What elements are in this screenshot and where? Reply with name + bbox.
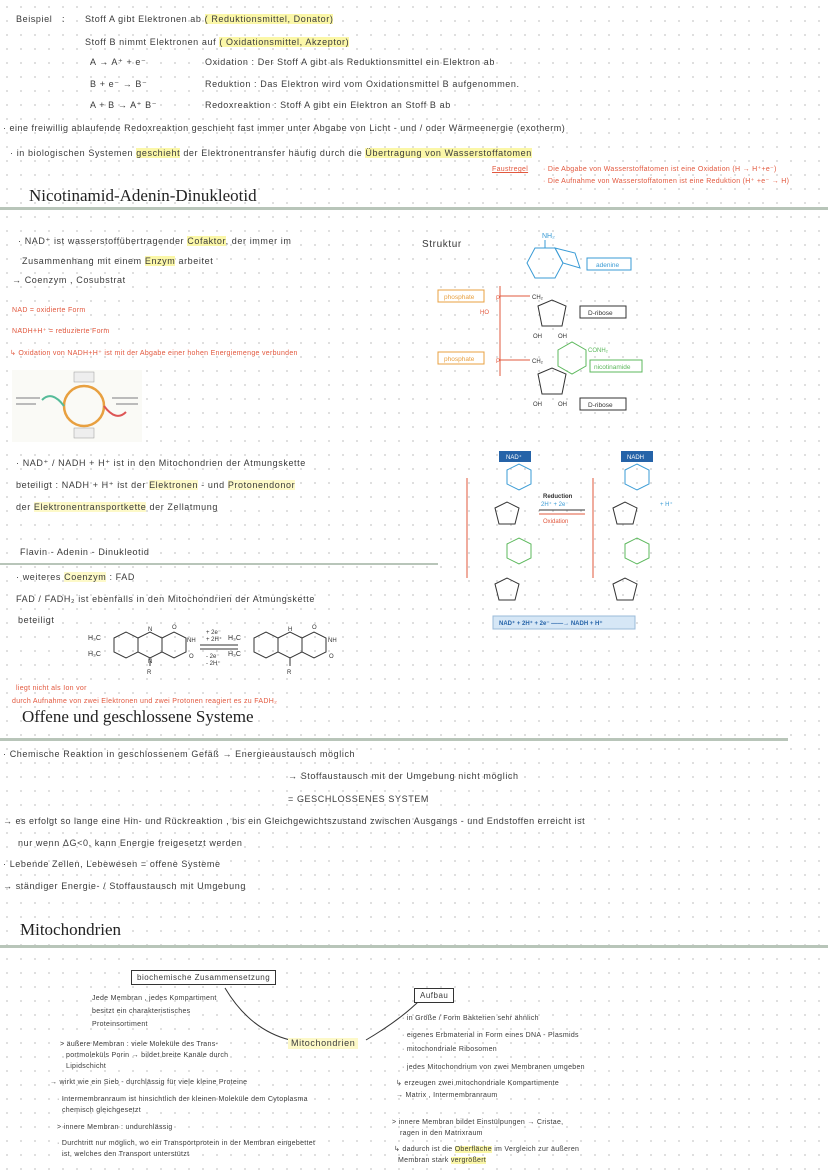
mito-left3: Lipidschicht xyxy=(66,1063,107,1070)
fad-reaction-diagram xyxy=(88,622,358,680)
nad-summary: NAD⁺ + 2H⁺ + 2e⁻ ——→ NADH + H⁺ xyxy=(499,621,603,627)
eq-redox: A + B → A⁺ B⁻ xyxy=(90,100,158,110)
intro-bullet2: · in biologischen Systemen geschieht der Elektronentransfer häufig durch die Übertragung von Wasserstoffatomen xyxy=(10,148,532,158)
mito-nad-line1: · NAD⁺ / NADH + H⁺ ist in den Mitochondrien der Atmungskette xyxy=(16,458,306,468)
nad-cycle-illustration xyxy=(12,370,142,442)
mito-left1: > äußere Membran : viele Moleküle des Trans- xyxy=(60,1041,219,1048)
mito-right1: · in Größe / Form Bakterien sehr ähnlich xyxy=(402,1015,539,1022)
fad-red2: durch Aufnahme von zwei Elektronen und zwei Protonen reagiert es zu FADH₂ xyxy=(12,698,278,705)
phosphate-box-2 xyxy=(438,352,484,364)
beispiel-label: Beispiel xyxy=(16,14,53,24)
oh-3: OH xyxy=(533,402,542,408)
fad-line1: · weiteres Coenzym : FAD xyxy=(16,572,135,582)
nadh-badge-label: NADH xyxy=(627,455,645,461)
nad-nadh-reaction-diagram xyxy=(455,448,695,633)
phosphate-box-1 xyxy=(438,290,484,302)
phosphate-label-2: phosphate xyxy=(444,356,475,363)
systeme-line4: → es erfolgt so lange eine Hin- und Rückreaktion , bis ein Gleichgewichtszustand zwischen Ausgangs - und Endstoffen erreicht ist xyxy=(3,816,586,826)
mito-right7: > innere Membran bildet Einstülpungen → Cristae, xyxy=(392,1119,564,1126)
fad-title: Flavin - Adenin - Dinukleotid xyxy=(20,547,150,557)
oh-2: OH xyxy=(558,334,567,340)
h3c-4: H₃C xyxy=(228,651,241,658)
struktur-label: Struktur xyxy=(422,239,462,250)
systeme-line3: = GESCHLOSSENES SYSTEM xyxy=(288,794,429,804)
intro-line1: Stoff A gibt Elektronen ab ( Reduktionsmittel, Donator) xyxy=(85,14,334,24)
phosphorus-2: P xyxy=(496,359,501,365)
intro-line2: Stoff B nimmt Elektronen auf ( Oxidationsmittel, Akzeptor) xyxy=(85,37,350,47)
dribose-label-2: D-ribose xyxy=(588,402,613,409)
phosphate-label-1: phosphate xyxy=(444,294,475,301)
systeme-line7: → ständiger Energie- / Stoffaustausch mit Umgebung xyxy=(3,881,246,891)
colon: : xyxy=(62,14,66,24)
phosphorus-1: P xyxy=(496,296,501,302)
h3c-2: H₃C xyxy=(88,651,101,658)
systeme-line6: · Lebende Zellen, Lebewesen = offene Systeme xyxy=(3,859,221,869)
conh2-label: CONH₂ xyxy=(588,348,608,354)
systeme-line1: · Chemische Reaktion in geschlossenem Gefäß → Energieaustausch möglich xyxy=(3,749,356,759)
divider xyxy=(0,207,828,210)
mito-left2: portmoleküls Porin → bildet breite Kanäle durch xyxy=(66,1052,229,1059)
rx-bot-1: - 2e⁻ xyxy=(206,654,220,660)
h3c-3: H₃C xyxy=(228,635,241,642)
oxidation-label: Oxidation xyxy=(543,519,569,525)
mitochondrien-center: Mitochondrien xyxy=(288,1038,358,1049)
box-biochemische-zusammensetzung: biochemische Zusammensetzung xyxy=(131,970,276,985)
nad-badge xyxy=(499,451,531,462)
box-aufbau: Aufbau xyxy=(414,988,454,1003)
mito-left8: · Durchtritt nur möglich, wo ein Transportprotein in der Membran eingebettet xyxy=(57,1140,316,1147)
eq-oxidation: A → A⁺ + e⁻ xyxy=(90,57,147,67)
rx-top-1: + 2e⁻ xyxy=(206,630,222,636)
nad-line2: Zusammenhang mit einem Enzym arbeitet xyxy=(22,256,214,266)
mito-nad-line3: der Elektronentransportkette der Zellatmung xyxy=(16,502,218,512)
faustregel-label: Faustregel xyxy=(492,166,529,173)
dribose-label-1: D-ribose xyxy=(588,310,613,317)
eq-reduction: B + e⁻ → B⁻ xyxy=(90,79,148,89)
mito-left6: chemisch gleichgesetzt xyxy=(62,1107,141,1114)
oh-4: OH xyxy=(558,402,567,408)
ch2-1: CH₂ xyxy=(532,295,543,301)
oh-1: OH xyxy=(533,334,542,340)
mito-right3: · mitochondriale Ribosomen xyxy=(402,1046,497,1053)
adenine-label: adenine xyxy=(596,262,620,269)
rx-bot-2: - 2H⁺ xyxy=(206,661,221,667)
ch2-2: CH₂ xyxy=(532,359,543,365)
heading-systeme: Offene und geschlossene Systeme xyxy=(22,707,254,726)
mito-right2: · eigenes Erbmaterial in Form eines DNA - Plasmids xyxy=(402,1032,579,1039)
mito-right9: ↳ dadurch ist die Oberfläche im Vergleich zur äußeren xyxy=(394,1146,580,1153)
fad-divider xyxy=(0,563,438,565)
mito-left7: > innere Membran : undurchlässig xyxy=(57,1124,173,1131)
r-1: R xyxy=(147,670,152,676)
eq-oxidation-desc: Oxidation : Der Stoff A gibt als Reduktionsmittel ein Elektron ab xyxy=(205,57,495,67)
intro-bullet1: · eine freiwillig ablaufende Redoxreaktion geschieht fast immer unter Abgabe von Licht - und / oder Wärmeenergie (exotherm) xyxy=(3,123,566,133)
n-1: N xyxy=(148,627,153,633)
n-2: N xyxy=(148,659,153,665)
r-2: R xyxy=(287,670,292,676)
faustregel-2: · Die Aufnahme von Wasserstoffatomen ist eine Reduktion (H⁺ +e⁻ → H) xyxy=(543,178,790,185)
box1-text2: besitzt ein charakteristisches xyxy=(92,1008,191,1015)
adenine-box xyxy=(587,258,631,270)
mito-nad-line2: beteiligt : NADH + H⁺ ist der Elektronen - und Protonendonor xyxy=(16,480,296,490)
systeme-line5: nur wenn ΔG<0, kann Energie freigesetzt werden xyxy=(18,838,243,848)
nadh-badge xyxy=(621,451,653,462)
dribose-box-1 xyxy=(580,306,626,318)
faustregel-1: · Die Abgabe von Wasserstoffatomen ist eine Oxidation (H → H⁺+e⁻) xyxy=(543,166,777,173)
plus-h-label: + H⁺ xyxy=(660,502,673,508)
o-3: O xyxy=(312,625,317,631)
divider xyxy=(0,738,788,741)
nicotinamide-label: nicotinamide xyxy=(594,364,631,371)
eq-redox-desc: Redoxreaktion : Stoff A gibt ein Elektron an Stoff B ab xyxy=(205,100,451,110)
mito-right5: ↳ erzeugen zwei mitochondriale Kompartimente xyxy=(396,1080,560,1087)
mito-left4: → wirkt wie ein Sieb - durchlässig für viele kleine Proteine xyxy=(50,1079,248,1086)
nicotinamide-box xyxy=(590,360,642,372)
mito-right10: Membran stark vergrößert xyxy=(398,1157,487,1164)
ho-label: HO xyxy=(480,310,489,316)
nad-line3: → Coenzym , Cosubstrat xyxy=(12,275,126,285)
nad-line1: · NAD⁺ ist wasserstoffübertragender Cofaktor, der immer im xyxy=(18,236,292,246)
h3c-1: H₃C xyxy=(88,635,101,642)
nad-summary-box xyxy=(493,616,635,629)
nad-structure-diagram xyxy=(430,228,650,438)
fad-red1: liegt nicht als Ion vor xyxy=(16,685,87,692)
eq-reduction-desc: Reduktion : Das Elektron wird vom Oxidationsmittel B aufgenommen. xyxy=(205,79,520,89)
reduction-label: Reduction xyxy=(543,494,573,500)
mito-right4: · jedes Mitochondrium von zwei Membranen umgeben xyxy=(402,1064,585,1071)
nh-2: NH xyxy=(328,638,337,644)
nad-red1: NAD = oxidierte Form xyxy=(12,307,86,314)
o-4: O xyxy=(329,654,334,660)
reduction-eq: 2H⁺ + 2e⁻ xyxy=(541,502,569,508)
nad-red2: NADH+H⁺ = reduzierte Form xyxy=(12,328,110,335)
nad-badge-label: NAD⁺ xyxy=(506,455,522,461)
systeme-line2: → Stoffaustausch mit der Umgebung nicht möglich xyxy=(288,771,519,781)
heading-mitochondrien: Mitochondrien xyxy=(20,920,122,939)
dribose-box-2 xyxy=(580,398,626,410)
mito-right6: → Matrix , Intermembranraum xyxy=(396,1092,498,1099)
divider xyxy=(0,945,828,948)
fad-line3: beteiligt xyxy=(18,615,55,625)
rx-top-2: + 2H⁺ xyxy=(206,637,223,643)
fad-line2: FAD / FADH₂ ist ebenfalls in den Mitochondrien der Atmungskette xyxy=(16,594,315,604)
mito-right8: ragen in den Matrixraum xyxy=(400,1130,483,1137)
nh2-label: NH₂ xyxy=(542,233,555,240)
nh-1: NH xyxy=(187,638,196,644)
o-1: O xyxy=(172,625,177,631)
mito-left5: · Intermembranraum ist hinsichtlich der kleinen Moleküle dem Cytoplasma xyxy=(57,1096,308,1103)
h-1: H xyxy=(288,627,293,633)
nad-red3: ↳ Oxidation von NADH+H⁺ ist mit der Abgabe einer hohen Energiemenge verbunden xyxy=(10,350,298,357)
o-2: O xyxy=(189,654,194,660)
box1-text1: Jede Membran , jedes Kompartiment xyxy=(92,995,217,1002)
mito-left9: ist, welches den Transport unterstützt xyxy=(62,1151,190,1158)
box1-text3: Proteinsortiment xyxy=(92,1021,148,1028)
heading-nad: Nicotinamid-Adenin-Dinukleotid xyxy=(29,186,257,205)
